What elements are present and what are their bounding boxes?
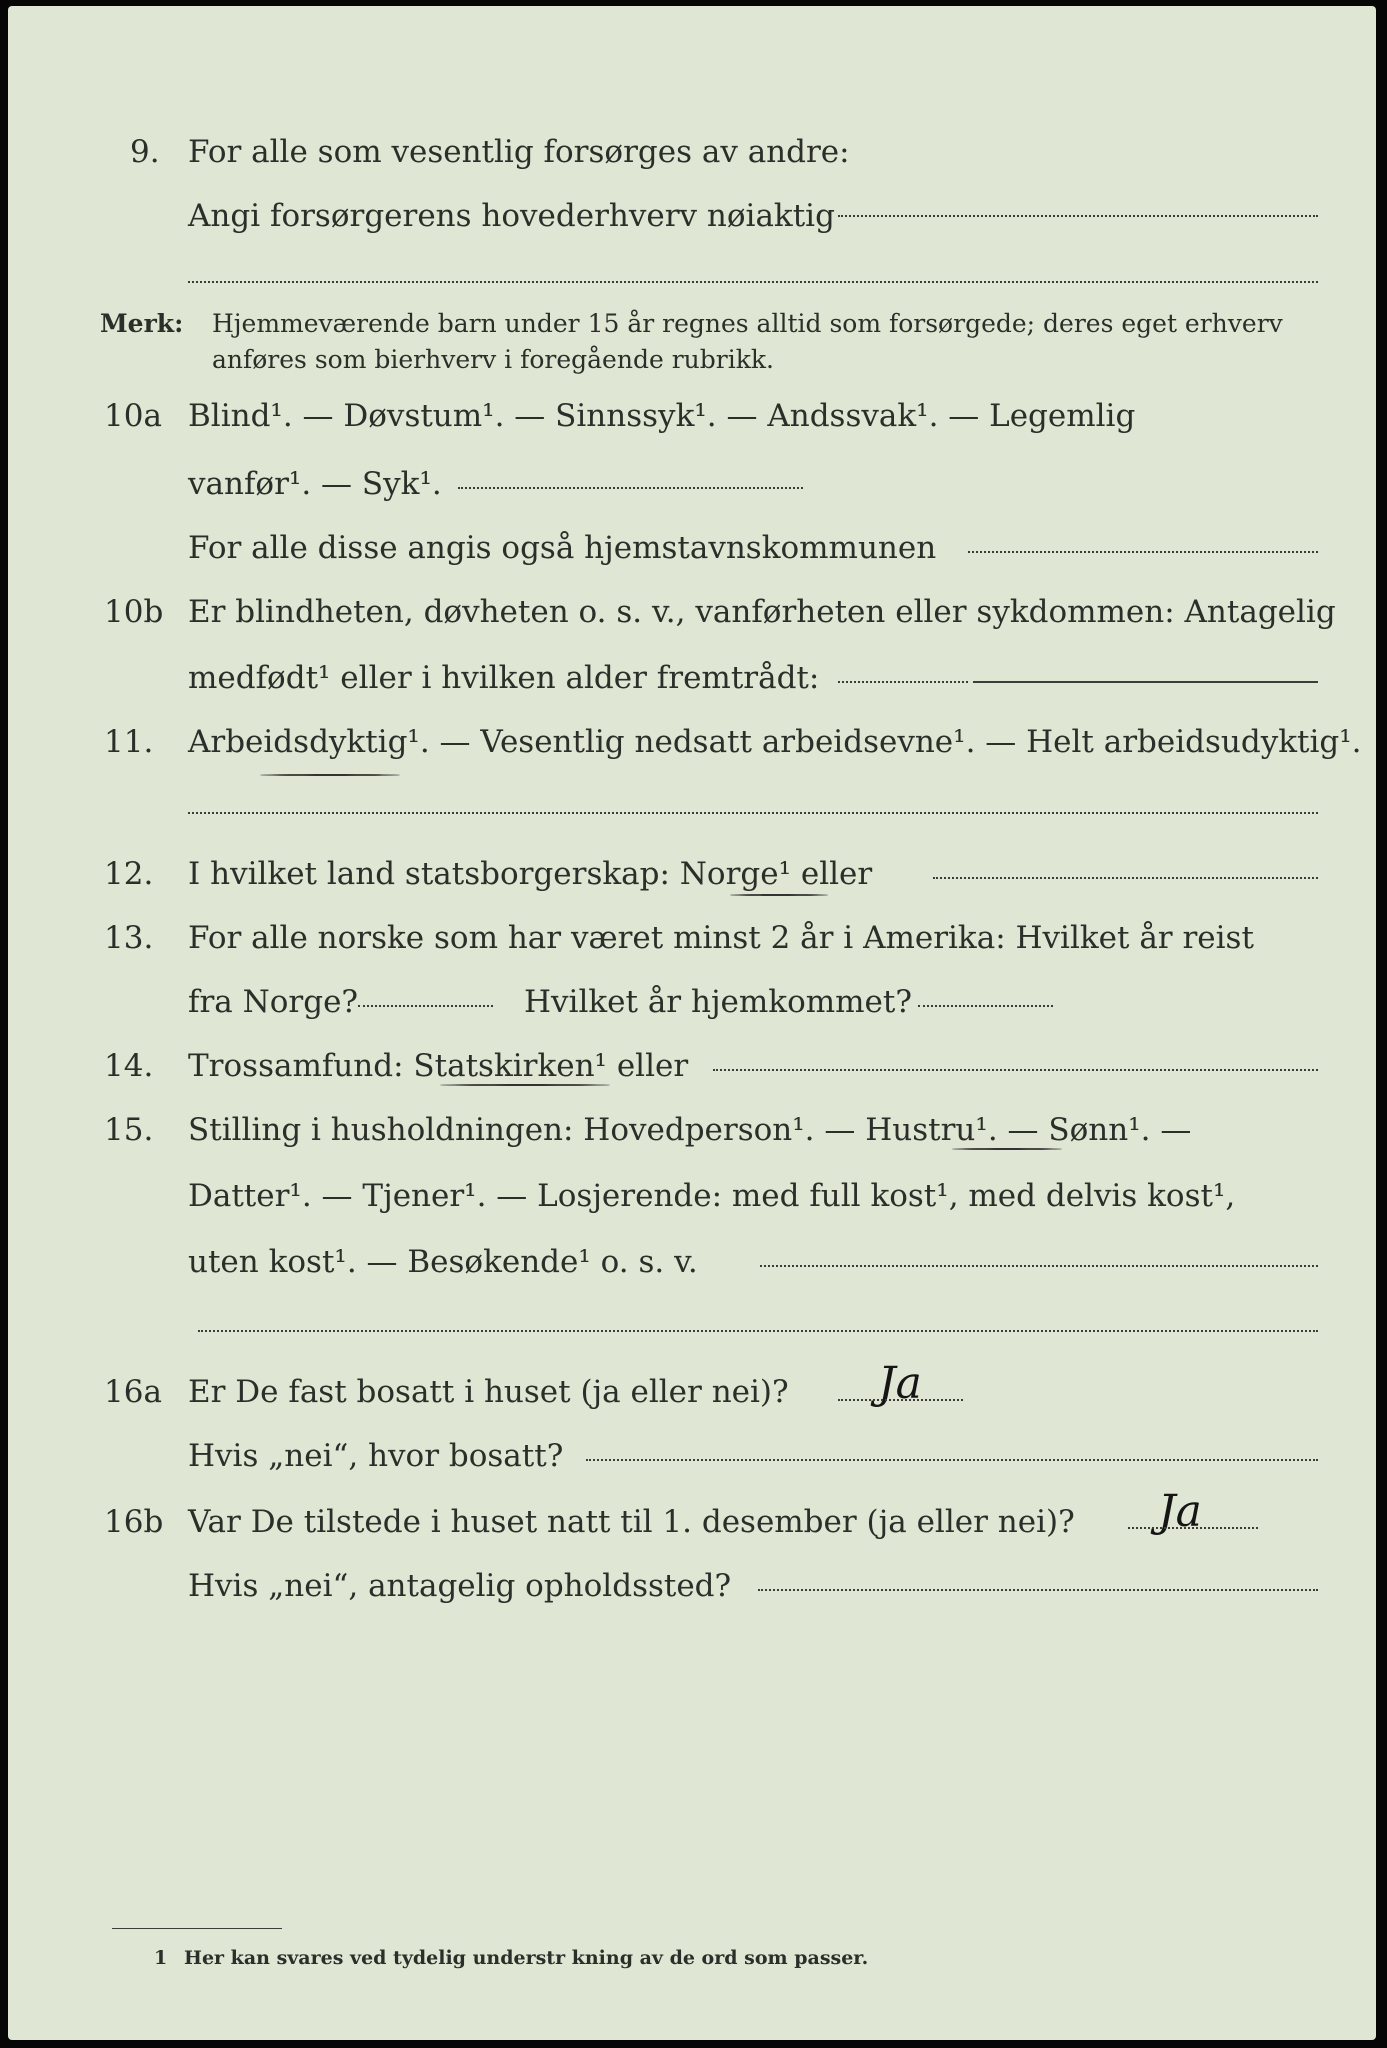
q12-underline-mark bbox=[730, 894, 828, 896]
q14-number: 14. bbox=[104, 1048, 154, 1084]
q9-text-2: Angi forsørgerens hovederhverv nøiaktig bbox=[188, 198, 835, 234]
q11-underline-mark bbox=[260, 774, 400, 776]
q16b-text-1: Var De tilstede i huset natt til 1. desember (ja eller nei)? bbox=[188, 1504, 1075, 1540]
q10a-text-3: For alle disse angis også hjemstavnskommunen bbox=[188, 530, 937, 566]
q15-underline-mark bbox=[952, 1148, 1062, 1150]
footnote-text: Her kan svares ved tydelig understr kning av de ord som passer. bbox=[184, 1947, 869, 1969]
q16b-text-2: Hvis „nei“, antagelig opholdssted? bbox=[188, 1568, 732, 1604]
q10a-hometown-line[interactable] bbox=[968, 551, 1318, 553]
q15-answer-line-2[interactable] bbox=[198, 1330, 1318, 1332]
q10b-answer-dots[interactable] bbox=[838, 681, 968, 683]
q9-answer-line[interactable] bbox=[838, 215, 1318, 217]
q11-text-1: Arbeidsdyktig¹. — Vesentlig nedsatt arbeidsevne¹. — Helt arbeidsudyktig¹. bbox=[188, 724, 1362, 760]
merk-text-1: Hjemmeværende barn under 15 år regnes alltid som forsørgede; deres eget erhverv bbox=[212, 309, 1283, 338]
q10b-text-2: medfødt¹ eller i hvilken alder fremtrådt: bbox=[188, 660, 820, 696]
q10b-answer-line[interactable] bbox=[973, 681, 1318, 683]
q15-answer-line[interactable] bbox=[760, 1265, 1318, 1267]
q16a-text-1: Er De fast bosatt i huset (ja eller nei)? bbox=[188, 1374, 789, 1410]
q16a-residence-line[interactable] bbox=[586, 1459, 1318, 1461]
q13-return-line[interactable] bbox=[918, 1005, 1053, 1007]
footnote-rule bbox=[112, 1928, 282, 1929]
q12-number: 12. bbox=[104, 856, 154, 892]
q9-number: 9. bbox=[130, 134, 160, 170]
q10a-text-1: Blind¹. — Døvstum¹. — Sinnssyk¹. — Andssvak¹. — Legemlig bbox=[188, 398, 1136, 434]
q10a-text-2: vanfør¹. — Syk¹. bbox=[188, 466, 442, 502]
q16a-number: 16a bbox=[104, 1374, 162, 1410]
q9-text-1: For alle som vesentlig forsørges av andre: bbox=[188, 134, 850, 170]
q16b-number: 16b bbox=[104, 1504, 164, 1540]
footnote-mark: 1 bbox=[154, 1947, 168, 1969]
q12-text-1: I hvilket land statsborgerskap: Norge¹ eller bbox=[188, 856, 873, 892]
q14-underline-mark bbox=[440, 1084, 610, 1086]
q16a-handwritten-answer[interactable]: Ja bbox=[878, 1358, 922, 1409]
q15-text-3: uten kost¹. — Besøkende¹ o. s. v. bbox=[188, 1244, 698, 1280]
q10a-number: 10a bbox=[104, 398, 162, 434]
q14-text-1: Trossamfund: Statskirken¹ eller bbox=[188, 1048, 689, 1084]
q16b-whereabouts-line[interactable] bbox=[758, 1589, 1318, 1591]
q11-number: 11. bbox=[104, 724, 154, 760]
q16a-answer-line[interactable] bbox=[838, 1399, 963, 1401]
q12-answer-line[interactable] bbox=[933, 877, 1318, 879]
q10b-number: 10b bbox=[104, 594, 164, 630]
q13-departure-line[interactable] bbox=[358, 1005, 493, 1007]
q10b-text-1: Er blindheten, døvheten o. s. v., vanførheten eller sykdommen: Antagelig bbox=[188, 594, 1336, 630]
q14-answer-line[interactable] bbox=[713, 1069, 1318, 1071]
census-form-page bbox=[8, 6, 1376, 2040]
q16b-answer-line[interactable] bbox=[1128, 1527, 1258, 1529]
merk-text-2: anføres som bierhverv i foregående rubrikk. bbox=[212, 345, 774, 374]
q10a-answer-line[interactable] bbox=[458, 487, 803, 489]
q13-text-2a: fra Norge? bbox=[188, 984, 359, 1020]
q13-number: 13. bbox=[104, 920, 154, 956]
q16a-text-2: Hvis „nei“, hvor bosatt? bbox=[188, 1438, 564, 1474]
q11-answer-line[interactable] bbox=[188, 812, 1318, 814]
q13-text-2b: Hvilket år hjemkommet? bbox=[524, 984, 912, 1020]
q9-answer-line-2[interactable] bbox=[188, 281, 1318, 283]
q15-text-1: Stilling i husholdningen: Hovedperson¹. — Hustru¹. — Sønn¹. — bbox=[188, 1112, 1192, 1148]
q13-text-1: For alle norske som har været minst 2 år i Amerika: Hvilket år reist bbox=[188, 920, 1254, 956]
q15-text-2: Datter¹. — Tjener¹. — Losjerende: med full kost¹, med delvis kost¹, bbox=[188, 1178, 1236, 1214]
merk-label: Merk: bbox=[100, 309, 184, 338]
q16b-handwritten-answer[interactable]: Ja bbox=[1158, 1486, 1202, 1537]
q15-number: 15. bbox=[104, 1112, 154, 1148]
